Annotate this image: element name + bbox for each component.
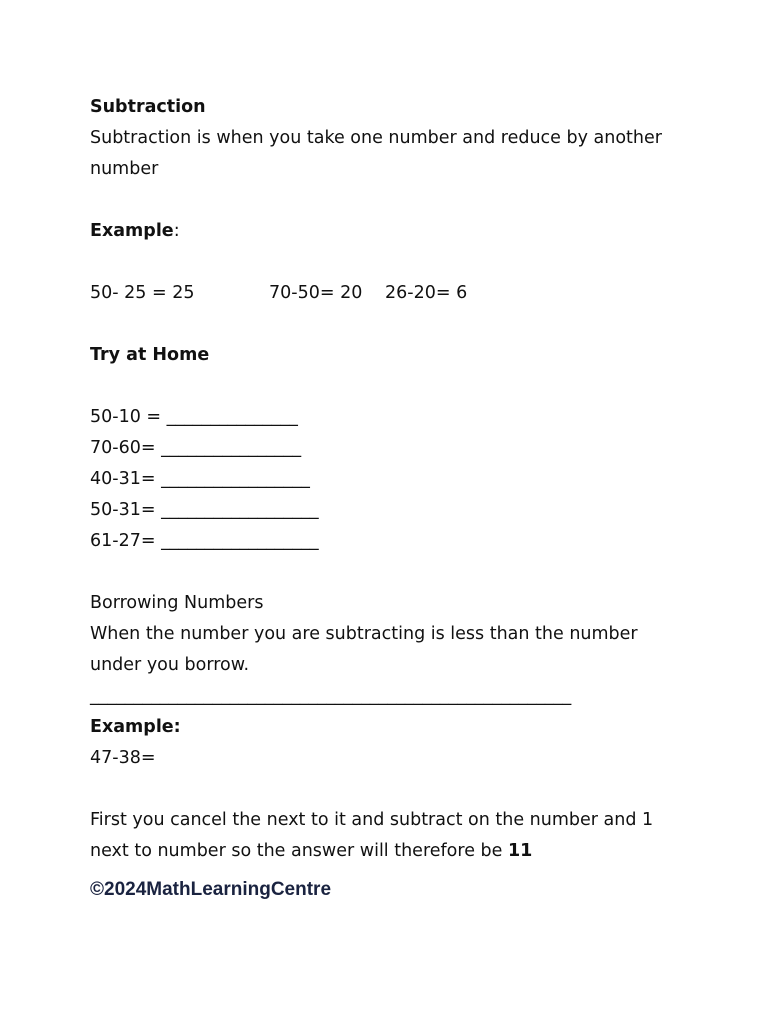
borrowing-text-line-1: When the number you are subtracting is less than the number [90,624,638,644]
example-item-3: 26-20= 6 [385,283,468,303]
divider-underscores: _______________________________________________________ [90,686,572,706]
spacer [90,557,690,588]
copyright-footer: ©2024MathLearningCentre [90,879,332,900]
borrowing-text-line-2: under you borrow. [90,655,250,675]
example-item-2: 70-50= 20 [269,283,363,303]
example2-heading: Example: [90,717,181,737]
definition-line-1: Subtraction is when you take one number and reduce by another [90,128,662,148]
examples-row [90,278,690,309]
example-heading [90,216,690,247]
spacer [90,309,690,340]
spacer [90,185,690,216]
example-colon: : [173,221,180,241]
answer-value: 11 [507,841,533,861]
practice-item: 61-27= __________________ [90,531,319,551]
example-item-1: 50- 25 = 25 [90,283,195,303]
spacer [90,247,690,278]
explanation-line-2 [90,836,690,867]
example2-problem: 47-38= [90,748,156,768]
practice-item: 50-31= __________________ [90,500,319,520]
practice-item: 70-60= ________________ [90,438,302,458]
example-label: Example [90,221,174,241]
borrowing-heading: Borrowing Numbers [90,593,264,613]
explanation-text: next to number so the answer will therefore be [90,841,508,861]
practice-item: 50-10 = _______________ [90,407,298,427]
spacer [90,774,690,805]
definition-line-2: number [90,159,159,179]
try-at-home-heading: Try at Home [90,345,210,365]
subtraction-heading: Subtraction [90,97,206,117]
explanation-line-1: First you cancel the next to it and subtract on the number and 1 [90,810,654,830]
practice-item: 40-31= _________________ [90,469,310,489]
spacer [90,371,690,402]
worksheet-page [90,92,690,903]
